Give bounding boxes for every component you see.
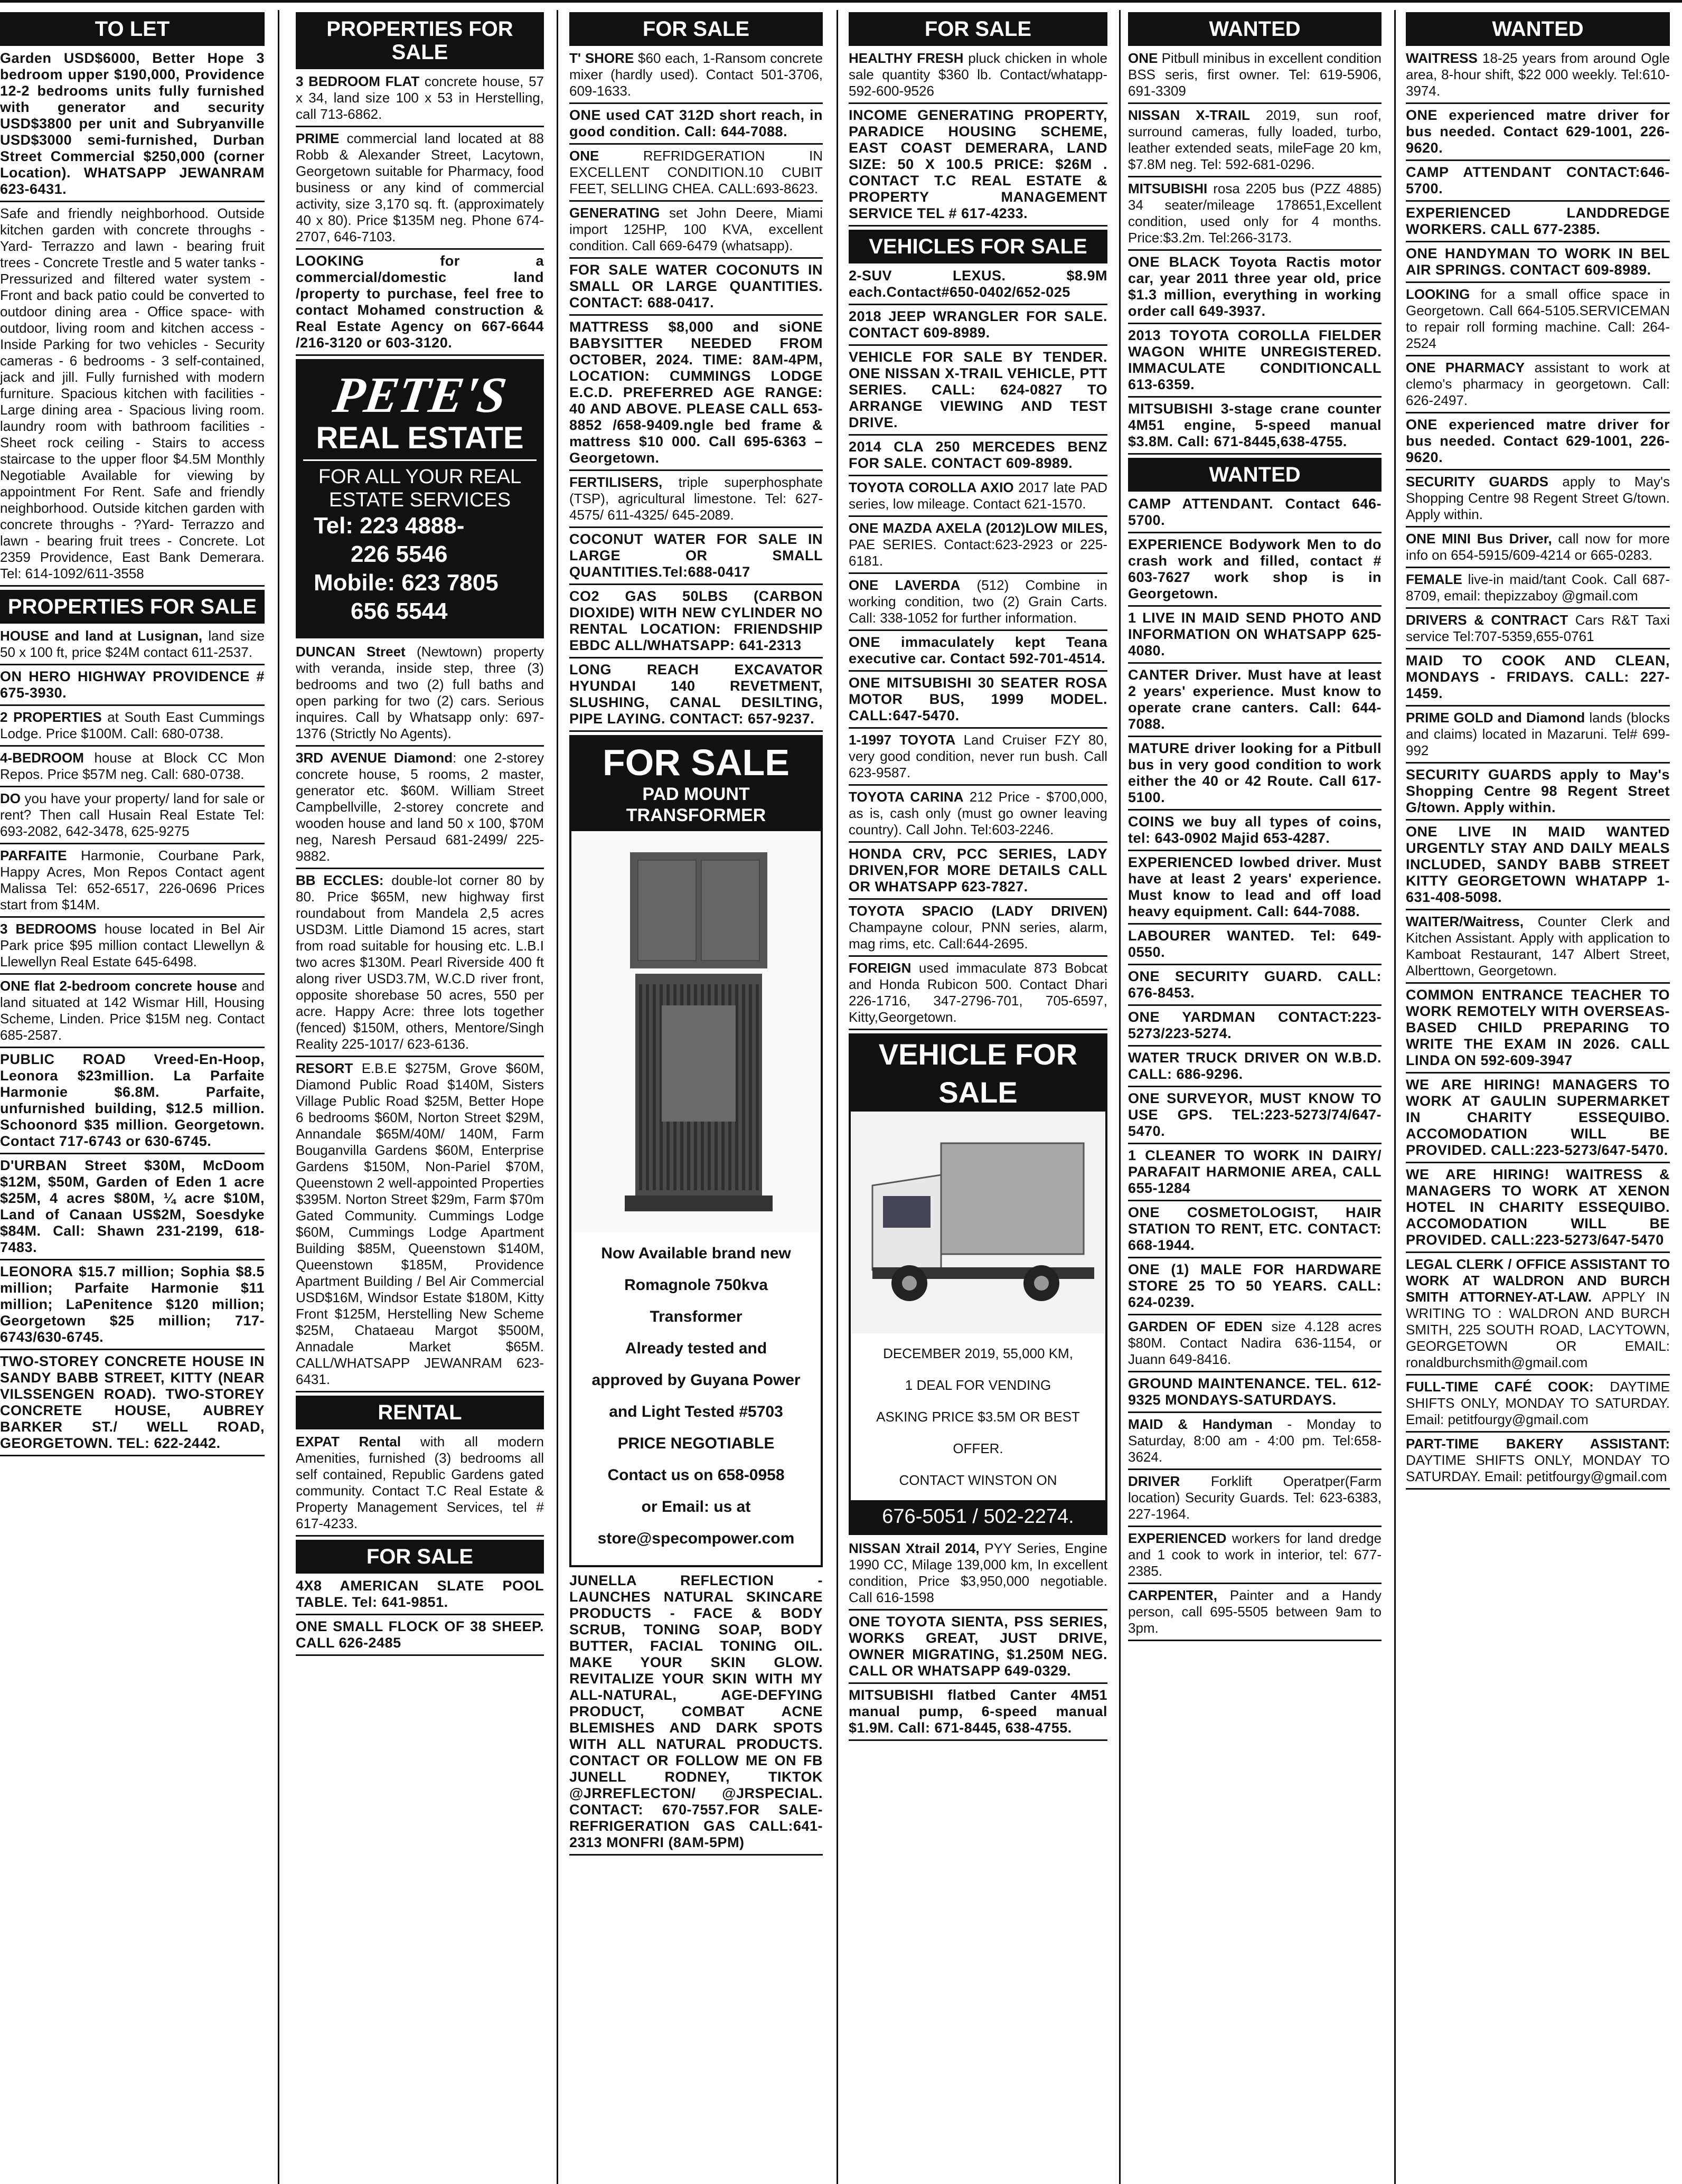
classified-ad: ONE MITSUBISHI 30 SEATER ROSA MOTOR BUS, 1999 MODEL. CALL:647-5470. xyxy=(849,675,1107,729)
ad-body: for a small office space in Georgetown. Call 664-5105.SERVICEMAN to repair roll forming machine. Call: 264-2524 xyxy=(1406,286,1670,351)
ad-lead: DO xyxy=(0,790,21,806)
section-header: FOR SALE xyxy=(296,1540,544,1574)
classified-ad xyxy=(1128,1530,1382,1584)
classified-ad: MATTRESS $8,000 and siONE BABYSITTER NEEDED FROM OCTOBER, 2024. TIME: 8AM-4PM, LOCATION: CUMMINGS LODGE E.C.D. PREFERRED AGE RANGE: 40 AND ABOVE. PLEASE CALL 653-8852 /658-9409.ngle bed frame & mattress $10 000. Call 695-6363 – Georgetown. xyxy=(569,319,823,471)
ad-body: house at Block CC Mon Repos. Price $57M neg. Call: 680-0738. xyxy=(0,750,265,782)
classified-ad xyxy=(849,479,1107,517)
classified-ad: 2014 CLA 250 MERCEDES BENZ FOR SALE. CONTACT 609-8989. xyxy=(849,439,1107,476)
classified-ad: MITSUBISHI flatbed Canter 4M51 manual pump, 6-speed manual $1.9M. Call: 671-8445, 638-4755. xyxy=(849,1687,1107,1741)
classified-ad: CO2 GAS 50LBS (CARBON DIOXIDE) WITH NEW CYLINDER NO RENTAL LOCATION: FRIENDSHIP EBDC ALL/WHATSAPP: 641-2313 xyxy=(569,588,823,658)
ad-body: with all modern Amenities, furnished (3) bedrooms all self contained, Republic Gardens gated community. Contact T.C Real Estate & Property Management Services, tel # 617-4233. xyxy=(296,1434,544,1531)
classified-ad xyxy=(849,50,1107,104)
ad-body: commercial land located at 88 Robb & Alexander Street, Lacytown, Georgetown suitable for Pharmacy, food business or any kind of commercial activity, size 3,170 sq. ft. (approximately 40 x 80). Price $135M neg. Phone 674-2707, 646-7103. xyxy=(296,130,544,244)
section-header: VEHICLES FOR SALE xyxy=(849,230,1107,263)
ad-lead: NISSAN X-TRAIL xyxy=(1128,107,1250,123)
ad-body: apply to May's Shopping Centre 98 Regent Street G/town. Apply within. xyxy=(1406,474,1670,522)
mobile-2: 656 5544 xyxy=(351,598,448,624)
classified-ad: WE ARE HIRING! WAITRESS & MANAGERS TO WORK AT XENON HOTEL IN CHARITY ESSEQUIBO. ACCOMODATION WILL BE PROVIDED. CALL:223-5273/647-5470 xyxy=(1406,1166,1670,1253)
classified-ad xyxy=(1128,1587,1382,1641)
ad-lead: MITSUBISHI xyxy=(1128,181,1208,196)
ad-body: you have your property/ land for sale or rent? Then call Husain Real Estate Tel: 693-2082, 642-3478, 625-9275 xyxy=(0,790,265,839)
classified-ad xyxy=(569,50,823,104)
ad-lead: PRIME GOLD and Diamond xyxy=(1406,710,1585,726)
section-header: FOR SALE xyxy=(849,12,1107,46)
classified-ad xyxy=(1406,1379,1670,1433)
classified-ad xyxy=(1128,1473,1382,1527)
classified-ad: ONE experienced matre driver for bus needed. Contact 629-1001, 226-9620. xyxy=(1406,417,1670,470)
ad-lead: TOYOTA SPACIO (LADY DRIVEN) xyxy=(849,903,1107,919)
ad-body: land size 50 x 100 ft, price $24M contact 611-2537. xyxy=(0,628,265,660)
ad-body: : one 2-storey concrete house, 5 rooms, 2 master, generator etc. $60M. William Street Campbellville, 2-storey concrete and wooden house and land 50 x 100, $70M neg, Naresh Persaud 681-2499/ 225-9882. xyxy=(296,750,544,864)
ad-line: Now Available brand new xyxy=(601,1245,791,1262)
ad-lead: DRIVER xyxy=(1128,1473,1180,1489)
ad-lead: PRIME xyxy=(296,130,340,146)
ad-body: workers for land dredge and 1 cook to work in interior, tel: 677-2385. xyxy=(1128,1530,1382,1579)
classified-ad: 1 CLEANER TO WORK IN DAIRY/ PARAFAIT HARMONIE AREA, CALL 655-1284 xyxy=(1128,1147,1382,1201)
ad-lead: PARFAITE xyxy=(0,848,67,863)
classified-ad xyxy=(849,903,1107,957)
classified-ad xyxy=(296,1060,544,1392)
classified-ad: 4X8 AMERICAN SLATE POOL TABLE. Tel: 641-9851. xyxy=(296,1578,544,1615)
ad-lead: LEGAL CLERK / OFFICE ASSISTANT TO WORK AT WALDRON AND BURCH SMITH ATTORNEY-AT-LAW. xyxy=(1406,1256,1670,1305)
ad-lead: WAITRESS xyxy=(1406,50,1478,66)
ad-body: house located in Bel Air Park price $95 million contact Llewellyn & Llewellyn Real Estate 645-6498. xyxy=(0,921,265,969)
section-header: WANTED xyxy=(1128,458,1382,492)
classified-ad: EXPERIENCED LANDDREDGE WORKERS. CALL 677-2385. xyxy=(1406,205,1670,242)
column-wanted xyxy=(1128,10,1382,2184)
classified-ad xyxy=(1406,914,1670,984)
classified-ad xyxy=(569,205,823,259)
ad-body: REFRIDGERATION IN EXCELLENT CONDITION.10 CUBIT FEET, SELLING CHEA. CALL:693-8623. xyxy=(569,148,823,196)
classified-ad: ONE experienced matre driver for bus needed. Contact 629-1001, 226-9620. xyxy=(1406,107,1670,161)
classified-ad: LOOKING for a commercial/domestic land /property to purchase, feel free to contact Mohamed construction & Real Estate Agency on 667-6644 /216-3120 or 603-3120. xyxy=(296,253,544,356)
ad-body: 18-25 years from around Ogle area, 8-hour shift, $22 000 weekly. Tel:610-3974. xyxy=(1406,50,1670,99)
classified-ad xyxy=(849,520,1107,574)
ad-line: ASKING PRICE $3.5M OR BEST xyxy=(876,1409,1080,1425)
ad-lead: GENERATING xyxy=(569,205,660,221)
classified-ad xyxy=(296,750,544,869)
ad-body: triple superphosphate (TSP), agricultural limestone. Tel: 627-4575/ 611-4325/ 645-2089. xyxy=(569,474,823,523)
column-divider xyxy=(1119,10,1121,2184)
classified-ad xyxy=(849,732,1107,786)
classified-ad xyxy=(1128,1416,1382,1470)
ad-lead: ONE MINI Bus Driver, xyxy=(1406,531,1552,547)
ad-lead: HEALTHY FRESH xyxy=(849,50,964,66)
ad-lead: PART-TIME BAKERY ASSISTANT: xyxy=(1406,1436,1670,1452)
section-header: PROPERTIES FOR SALE xyxy=(0,590,265,624)
ad-body: (512) Combine in working condition, two (2) Grain Carts. Call: 338-1052 for further information. xyxy=(849,577,1107,626)
telephone: Tel: 223 4888- xyxy=(314,513,465,539)
classified-ad: INCOME GENERATING PROPERTY, PARADICE HOUSING SCHEME, EAST COAST DEMERARA, LAND SIZE: 50 X 100.5 PRICE: $26M . CONTACT T.C REAL ESTATE & PROPERTY MANAGEMENT SERVICE TEL # 617-4233. xyxy=(849,107,1107,227)
mobile: Mobile: 623 7805 xyxy=(314,570,499,596)
classified-ad: LONG REACH EXCAVATOR HYUNDAI 140 REVETMENT, SLUSHING, CANAL DESILTING, PIPE LAYING. CONTACT: 657-9237. xyxy=(569,662,823,732)
column-for-sale xyxy=(569,10,823,2184)
ad-body: 2019, sun roof, surround cameras, fully loaded, turbo, leather extended seats, mileFage 20 km, $7.8M neg. Tel: 592-681-0296. xyxy=(1128,107,1382,172)
classified-ad: PUBLIC ROAD Vreed-En-Hoop, Leonora $23million. La Parfaite Harmonie $6.8M. Parfaite, unfurnished building, $12.5 million. Schoonord $35 million. Georgetown. Contact 717-6743 or 630-6745. xyxy=(0,1051,265,1154)
ad-lead: ONE xyxy=(1128,50,1158,66)
ad-lead: EXPERIENCED xyxy=(1128,1530,1227,1546)
ad-lead: LOOKING xyxy=(1406,286,1470,302)
classified-ad: ONE YARDMAN CONTACT:223-5273/223-5274. xyxy=(1128,1009,1382,1047)
classified-ad: ONE used CAT 312D short reach, in good condition. Call: 644-7088. xyxy=(569,107,823,145)
classified-ad xyxy=(1406,474,1670,528)
ad-body: concrete house, 57 x 34, land size 100 x 53 in Herstelling, call 713-6862. xyxy=(296,73,544,122)
ad-body: 212 Price - $700,000, as is, cash only (must go owner leaving country). Call John. Tel:603-2246. xyxy=(849,789,1107,837)
ad-lead: 3 BEDROOMS xyxy=(0,921,97,937)
ad-lead: 1-1997 TOYOTA xyxy=(849,732,956,748)
ad-body: PYY Series, Engine 1990 CC, Milage 139,000 km, In excellent condition, Price $3,950,000 negotiable. Call 616-1598 xyxy=(849,1540,1107,1605)
ad-body: used immaculate 873 Bobcat and Honda Rubicon 500. Contact Dhari 226-1716, 347-2796-701, 705-6597, Kitty,Georgetown. xyxy=(849,960,1107,1025)
ad-lead: T' SHORE xyxy=(569,50,634,66)
classified-ad: HONDA CRV, PCC SERIES, LADY DRIVEN,FOR MORE DETAILS CALL OR WHATSAPP 623-7827. xyxy=(849,846,1107,900)
ad-body: (Newtown) property with veranda, inside step, three (3) bedrooms and two (2) full baths and open parking for two (2) cars. Serious inquires. Call by Whatsapp only: 697-1376 (Strictly No Agents). xyxy=(296,644,544,741)
petes-real-estate-ad xyxy=(296,359,544,638)
ad-body: rosa 2205 bus (PZZ 4885) 34 seater/mileage 178651,Excellent condition, used only for 4 months. Price:$3.2m. Tel:266-3173. xyxy=(1128,181,1382,246)
classified-ad: WATER TRUCK DRIVER ON W.B.D. CALL: 686-9296. xyxy=(1128,1050,1382,1087)
classified-ad xyxy=(0,978,265,1048)
column-divider xyxy=(837,10,838,2184)
classified-ad: WE ARE HIRING! MANAGERS TO WORK AT GAULIN SUPERMARKET IN CHARITY ESSEQUIBO. ACCOMODATION WILL BE PROVIDED. CALL:223-5273/647-5470. xyxy=(1406,1077,1670,1163)
section-header: RENTAL xyxy=(296,1396,544,1429)
ad-lead: TOYOTA CARINA xyxy=(849,789,964,805)
ad-lead: DUNCAN Street xyxy=(296,644,406,660)
ad-lead: FOREIGN xyxy=(849,960,912,976)
classified-ad: COCONUT WATER FOR SALE IN LARGE OR SMALL QUANTITIES.Tel:688-0417 xyxy=(569,531,823,585)
classified-ad: 2013 TOYOTA COROLLA FIELDER WAGON WHITE UNREGISTERED. IMMACULATE CONDITIONCALL 613-6359. xyxy=(1128,327,1382,398)
classified-ad: ONE TOYOTA SIENTA, PSS SERIES, WORKS GREAT, JUST DRIVE, OWNER MIGRATING, $1.250M NEG. CALL OR WHATSAPP 649-0329. xyxy=(849,1614,1107,1684)
classified-ad: LABOURER WANTED. Tel: 649-0550. xyxy=(1128,928,1382,965)
classified-ad: 2018 JEEP WRANGLER FOR SALE. CONTACT 609-8989. xyxy=(849,308,1107,346)
classified-ad: COINS we buy all types of coins, tel: 643-0902 Majid 653-4287. xyxy=(1128,814,1382,851)
classified-ad xyxy=(849,577,1107,631)
section-header: PROPERTIES FOR SALE xyxy=(296,12,544,69)
ad-line: and Light Tested #5703 xyxy=(609,1403,783,1420)
classified-ad: MATURE driver looking for a Pitbull bus in very good condition to work either the 40 or 42 Route. Call 617-5100. xyxy=(1128,740,1382,811)
column-wanted-2 xyxy=(1406,10,1670,2184)
ad-line: 1 DEAL FOR VENDING xyxy=(905,1377,1051,1393)
classified-ad xyxy=(849,789,1107,843)
ad-lead: FERTILISERS, xyxy=(569,474,663,490)
telephone-2: 226 5546 xyxy=(351,541,448,567)
ad-lead: HOUSE and land at Lusignan, xyxy=(0,628,203,644)
classified-ad xyxy=(1128,1319,1382,1372)
ad-line: PRICE NEGOTIABLE xyxy=(617,1435,775,1452)
classified-ad: COMMON ENTRANCE TEACHER TO WORK REMOTELY WITH OVERSEAS-BASED CHILD PREPARING TO WRITE THE EXAM IN 2026. CALL LINDA ON 592-609-3947 xyxy=(1406,987,1670,1074)
classified-ad: ONE SURVEYOR, MUST KNOW TO USE GPS. TEL:223-5273/74/647-5470. xyxy=(1128,1090,1382,1144)
ad-body: live-in maid/tant Cook. Call 687-8709, email: thepizzaboy @gmail.com xyxy=(1406,571,1670,604)
classified-ad: VEHICLE FOR SALE BY TENDER. ONE NISSAN X-TRAIL VEHICLE, PTT SERIES. CALL: 624-0827 TO ARRANGE VIEWING AND TEST DRIVE. xyxy=(849,349,1107,436)
classified-ad xyxy=(1128,107,1382,177)
classified-ad xyxy=(1406,1256,1670,1376)
classified-ad: JUNELLA REFLECTION - LAUNCHES NATURAL SKINCARE PRODUCTS - FACE & BODY SCRUB, TONING SOAP, BODY BUTTER, FACIAL TONING OIL. MAKE YOUR SKIN GLOW. REVITALIZE YOUR SKIN WITH MY ALL-NATURAL, AGE-DEFYING PRODUCT, COMBAT ACNE BLEMISHES AND DARK SPOTS WITH ALL NATURAL PRODUCTS. CONTACT OR FOLLOW ME ON FB JUNELL RODNEY, TIKTOK @JRREFLECTON/ @JRSPECIAL. CONTACT: 670-7557.FOR SALE- REFRIGERATION GAS CALL:641-2313 MONFRI (8AM-5PM) xyxy=(569,1573,823,1856)
classified-ad: ONE BLACK Toyota Ractis motor car, year 2011 three year old, price $1.3 million, everything in working order call 649-3937. xyxy=(1128,254,1382,324)
section-header: WANTED xyxy=(1128,12,1382,46)
classified-ad xyxy=(296,73,544,127)
ad-line: store@specompower.com xyxy=(597,1530,795,1547)
ad-body: set John Deere, Miami import 125HP, 100 KVA, excellent condition. Call 669-6479 (whatsapp). xyxy=(569,205,823,253)
classified-ad: ONE (1) MALE FOR HARDWARE STORE 25 TO 50 YEARS. CALL: 624-0239. xyxy=(1128,1262,1382,1315)
classified-ad: EXPERIENCE Bodywork Men to do crash work and filled, contact # 603-7627 work shop is in Georgetown. xyxy=(1128,536,1382,607)
column-for-sale-vehicles xyxy=(849,10,1107,2184)
ad-lead: ONE PHARMACY xyxy=(1406,360,1525,375)
ad-lead: WAITER/Waitress, xyxy=(1406,914,1524,929)
classified-ad xyxy=(296,872,544,1057)
ad-body: double-lot corner 80 by 80. Price $65M, new highway first roundabout from Mandela 2,5 acres USD3M. Little Diamond 15 acres, start from road suitable for housing etc. L.B.I two acres $130M. Pearl Riverside 400 ft along river USD3.7M, W.C.D river front, opposite shorebase 50 acres, 550 per acre. Happy Acre: three lots together (fenced) $150M, others, Mentore/Singh Reality 225-1017/ 623-6136. xyxy=(296,872,544,1052)
classified-ad xyxy=(849,1540,1107,1611)
section-header: FOR SALE xyxy=(569,12,823,46)
ad-lead: 2 PROPERTIES xyxy=(0,709,102,725)
ad-body: E.B.E $275M, Grove $60M, Diamond Public Road $140M, Sisters Village Public Road $25M, Better Hope 6 bedrooms $60M, Norton Street $29M, Annandale $65M/40M/ 140M, Farm Bouganvilla Gardens $60M, Enterprise Gardens $150M, Non-Pariel $70M, Queenstown 2 well-appointed Properties $395M. Norton Street $29m, Farm $70m Gated Community. Cummings Lodge $60M, Cummings Lodge Apartment Building $85M, Queenstown $140M, Queenstown $185M, Providence Apartment Building / Bel Air Commercial USD$16M, Windsor Estate $180M, Kitty Front $125M, Herstelling New Scheme $25M, Chataeau Margot $500M, Annadale Market $65M. CALL/WHATSAPP JEWANRAM 623-6431. xyxy=(296,1060,544,1387)
ad-lead: ONE flat 2-bedroom concrete house xyxy=(0,978,238,994)
classified-ad: EXPERIENCED lowbed driver. Must have at least 2 years' experience. Must know to lead and off load heavy equipment. Call: 644-7088. xyxy=(1128,854,1382,925)
classified-ad xyxy=(1406,286,1670,356)
ad-body: Forklift Operatper(Farm location) Security Guards. Tel: 623-6383, 227-1964. xyxy=(1128,1473,1382,1522)
classified-ad: LEONORA $15.7 million; Sophia $8.5 million; Parfaite Harmonie $11 million; LaPenitence $120 million; Georgetown $25 million; 717-6743/630-6745. xyxy=(0,1264,265,1350)
ad-line: Romagnole 750kva xyxy=(624,1276,768,1294)
classified-ad: ONE COSMETOLOGIST, HAIR STATION TO RENT, ETC. CONTACT: 668-1944. xyxy=(1128,1204,1382,1258)
ad-line: approved by Guyana Power xyxy=(591,1371,801,1389)
classified-ad xyxy=(1406,710,1670,764)
ad-body: PAE SERIES. Contact:623-2923 or 225-6181. xyxy=(849,536,1107,569)
ad-body: 2017 late PAD series, low mileage. Contact 621-1570. xyxy=(849,479,1107,512)
ad-lead: ONE MAZDA AXELA (2012)LOW MILES, xyxy=(849,520,1107,536)
classified-ad xyxy=(296,1434,544,1537)
ad-body: call now for more info on 654-5915/609-4214 or 665-0283. xyxy=(1406,531,1670,563)
classified-ad xyxy=(0,790,265,844)
ad-body: - Monday to Saturday, 8:00 am - 4:00 pm. Tel:658-3624. xyxy=(1128,1416,1382,1465)
classified-ad: ONE LIVE IN MAID WANTED URGENTLY STAY AND DAILY MEALS INCLUDED, SANDY BABB STREET KITTY GEORGETOWN WHATAPP 1-631-408-5098. xyxy=(1406,824,1670,910)
column-properties-for-sale xyxy=(296,10,544,2184)
classified-ad xyxy=(0,921,265,975)
ad-body: $60 each, 1-Ransom concrete mixer (hardly used). Contact 501-3706, 609-1633. xyxy=(569,50,823,99)
ad-lead: MAID & Handyman xyxy=(1128,1416,1273,1432)
section-header: TO LET xyxy=(0,12,265,46)
classified-ad xyxy=(0,628,265,665)
ad-title: VEHICLE FOR SALE xyxy=(851,1035,1105,1112)
ad-line: Already tested and xyxy=(625,1340,767,1357)
logo-subtext: REAL ESTATE xyxy=(316,421,524,455)
classified-ad xyxy=(1406,612,1670,649)
classified-ad: CANTER Driver. Must have at least 2 years' experience. Must know to operate crane canters. Call: 644-7088. xyxy=(1128,667,1382,737)
classified-ad: ONE immaculately kept Teana executive car. Contact 592-701-4514. xyxy=(849,634,1107,672)
classified-ad: ONE HANDYMAN TO WORK IN BEL AIR SPRINGS. CONTACT 609-8989. xyxy=(1406,246,1670,283)
classified-ad: SECURITY GUARDS apply to May's Shopping Centre 98 Regent Street G/town. Apply within. xyxy=(1406,767,1670,821)
classified-ad xyxy=(296,644,544,747)
ad-line: DECEMBER 2019, 55,000 KM, xyxy=(883,1345,1073,1361)
column-to-let xyxy=(0,10,267,2184)
classified-ad: Garden USD$6000, Better Hope 3 bedroom upper $190,000, Providence 12-2 bedrooms units fully furnished with generator and security USD$3800 per unit and Subryanville USD$3000 semi-furnished, Durban Street Commercial $250,000 (corner Location). WHATSAPP JEWANRAM 623-6431. xyxy=(0,50,265,202)
ad-body: pluck chicken in whole sale quantity $360 lb. Contact/whatapp- 592-600-9526 xyxy=(849,50,1107,99)
ad-body: Champayne colour, PNN series, alarm, mag rims, etc. Call:644-2695. xyxy=(849,919,1107,952)
classified-ad xyxy=(1406,50,1670,104)
ad-lead: NISSAN Xtrail 2014, xyxy=(849,1540,980,1556)
classified-ad: ONE SECURITY GUARD. CALL: 676-8453. xyxy=(1128,968,1382,1006)
classified-ad xyxy=(849,960,1107,1030)
ad-lead: SECURITY GUARDS xyxy=(1406,474,1549,489)
ad-line: Contact us on 658-0958 xyxy=(607,1466,785,1484)
classified-ad xyxy=(1128,181,1382,251)
ad-lead: RESORT xyxy=(296,1060,353,1076)
ad-line: Transformer xyxy=(650,1308,743,1325)
ad-body: and land situated at 142 Wismar Hill, Housing Scheme, Linden. Price $15M neg. Contact 685-2587. xyxy=(0,978,265,1043)
classified-ad: ON HERO HIGHWAY PROVIDENCE # 675-3930. xyxy=(0,669,265,706)
ad-lead: TOYOTA COROLLA AXIO xyxy=(849,479,1014,495)
ad-body: assistant to work at clemo's pharmacy in georgetown. Call: 626-2497. xyxy=(1406,360,1670,408)
ad-lead: 3RD AVENUE Diamond xyxy=(296,750,453,766)
column-divider xyxy=(1394,10,1396,2184)
ad-lead: CARPENTER, xyxy=(1128,1587,1218,1603)
ad-lead: ONE LAVERDA xyxy=(849,577,961,593)
classified-ad: 2-SUV LEXUS. $8.9M each.Contact#650-0402/652-025 xyxy=(849,268,1107,305)
ad-lead: EXPAT Rental xyxy=(296,1434,401,1449)
ad-body: lands (blocks and claims) located in Mazaruni. Tel# 699-992 xyxy=(1406,710,1670,758)
classified-ad: CAMP ATTENDANT CONTACT:646-5700. xyxy=(1406,164,1670,202)
ad-body: APPLY IN WRITING TO : WALDRON AND BURCH SMITH, 225 SOUTH ROAD, LACYTOWN, GEORGETOWN OR EMAIL: ronaldburchsmith@gmail.com xyxy=(1406,1289,1670,1370)
ad-lead: 3 BEDROOM FLAT xyxy=(296,73,420,89)
column-divider xyxy=(557,10,558,2184)
classified-ad xyxy=(1406,360,1670,413)
ad-body: DAYTIME SHIFTS ONLY, MONDAY TO SATURDAY. Email: petitfourgy@gmail.com xyxy=(1406,1379,1670,1427)
ad-line: CONTACT WINSTON ON xyxy=(899,1472,1057,1488)
tagline: FOR ALL YOUR REAL ESTATE SERVICES xyxy=(303,459,537,512)
ad-body: Pitbull minibus in excellent condition BSS seris, first owner. Tel: 619-5906, 691-3309 xyxy=(1128,50,1382,99)
classified-ad xyxy=(0,848,265,918)
classified-ad: 1 LIVE IN MAID SEND PHOTO AND INFORMATION ON WHATSAPP 625-4080. xyxy=(1128,610,1382,664)
vehicle-for-sale-ad xyxy=(849,1033,1107,1535)
classified-ad xyxy=(1128,50,1382,104)
classified-ad xyxy=(1406,1436,1670,1490)
logo-text: PETE'S xyxy=(330,366,510,423)
classified-ad xyxy=(296,130,544,250)
classified-ad xyxy=(569,148,823,202)
classified-ad xyxy=(0,709,265,747)
ad-body: Cars R&T Taxi service Tel:707-5359,655-0761 xyxy=(1406,612,1670,644)
classified-ad xyxy=(1406,531,1670,568)
ad-lead: DRIVERS & CONTRACT xyxy=(1406,612,1568,628)
classified-ad: MAID TO COOK AND CLEAN, MONDAYS - FRIDAYS. CALL: 227-1459. xyxy=(1406,653,1670,707)
classified-ad: CAMP ATTENDANT. Contact 646-5700. xyxy=(1128,496,1382,533)
section-header: WANTED xyxy=(1406,12,1670,46)
ad-lead: 4-BEDROOM xyxy=(0,750,84,766)
transformer-ad xyxy=(569,735,823,1567)
ad-phone: 676-5051 / 502-2274. xyxy=(851,1500,1105,1533)
ad-lead: GARDEN OF EDEN xyxy=(1128,1319,1263,1334)
classified-ad: Safe and friendly neighborhood. Outside kitchen garden with concrete throughs - Yard- Terrazzo and lawn - bearing fruit trees - Concrete Trestle and 5 water tanks - Pressurized and filtered water system - Front and back patio could be converted to outdoor dining area - Office space- with outdoor, living room and kitchen access - Inside Parking for two vehicles - Security cameras - 6 bedrooms - 3 self-contained, jack and jill. Fully furnished with modern furniture. Spacious kitchen with facilities - Large dining area - Spacious living room. laundry room with bathroom facilities - Sheet rock ceiling - Stairs to access staircase to the upper floor $4.5M Monthly Negotiable Available for viewing by appointment For Rent. Safe and friendly neighborhood. Outside kitchen garden with concrete throughs - ?Yard- Terrazzo and lawn - bearing fruit trees - Concrete. Lot 2359 Providence, East Bank Demerara. Tel: 614-1092/611-3558 xyxy=(0,205,265,587)
classified-ad xyxy=(0,750,265,787)
classified-ad: TWO-STOREY CONCRETE HOUSE IN SANDY BABB STREET, KITTY (NEAR VILSSENGEN ROAD). TWO-STOREY CONCRETE HOUSE, AUBREY BARKER ST./ WELL ROAD, GEORGETOWN. TEL: 622-2442. xyxy=(0,1353,265,1456)
transformer-image xyxy=(571,831,821,1232)
ad-lead: FEMALE xyxy=(1406,571,1462,587)
ad-body: size 4.128 acres $80M. Contact Nadira 636-1154, or Juann 649-8416. xyxy=(1128,1319,1382,1367)
classified-ad xyxy=(1406,571,1670,609)
ad-body: Harmonie, Courbane Park, Happy Acres, Mon Repos Contact agent Malissa Tel: 652-6517, 226-0696 Prices start from $14M. xyxy=(0,848,265,912)
classified-ad: D'URBAN Street $30M, McDoom $12M, $50M, Garden of Eden 1 acre $25M, 4 acres $80M, ¼ acre $10M, Land of Canaan US$2M, Soesdyke $84M. Call: Shawn 231-2199, 618-7483. xyxy=(0,1157,265,1260)
classified-ad: FOR SALE WATER COCONUTS IN SMALL OR LARGE QUANTITIES. CONTACT: 688-0417. xyxy=(569,262,823,316)
ad-body: Land Cruiser FZY 80, very good condition, never run bush. Call 623-9587. xyxy=(849,732,1107,780)
column-divider xyxy=(278,10,279,2184)
ad-body: at South East Cummings Lodge. Price $100M. Call: 680-0738. xyxy=(0,709,265,741)
ad-lead: ONE xyxy=(569,148,599,164)
ad-body: DAYTIME SHIFTS ONLY, MONDAY TO SATURDAY. Email: petitfourgy@gmail.com xyxy=(1406,1452,1670,1484)
ad-lead: BB ECCLES: xyxy=(296,872,384,888)
truck-image xyxy=(851,1112,1105,1333)
ad-lead: FULL-TIME CAFÉ COOK: xyxy=(1406,1379,1594,1395)
ad-body: Painter and a Handy person, call 695-5505 between 9am to 3pm. xyxy=(1128,1587,1382,1636)
ad-line: or Email: us at xyxy=(641,1498,751,1515)
classified-ad xyxy=(569,474,823,528)
ad-body: Counter Clerk and Kitchen Assistant. Apply with application to Kamboat Restaurant, 147 Albert Street, Alberttown, Georgetown. xyxy=(1406,914,1670,978)
classified-ad: MITSUBISHI 3-stage crane counter 4M51 engine, 5-speed manual $3.8M. Call: 671-8445,638-4755. xyxy=(1128,401,1382,455)
classified-ad: ONE SMALL FLOCK OF 38 SHEEP. CALL 626-2485 xyxy=(296,1618,544,1656)
classified-ad: GROUND MAINTENANCE. TEL. 612-9325 MONDAYS-SATURDAYS. xyxy=(1128,1376,1382,1413)
ad-line: OFFER. xyxy=(953,1441,1003,1456)
ad-title: FOR SALE xyxy=(571,737,821,784)
ad-subtitle: PAD MOUNT TRANSFORMER xyxy=(571,784,821,831)
